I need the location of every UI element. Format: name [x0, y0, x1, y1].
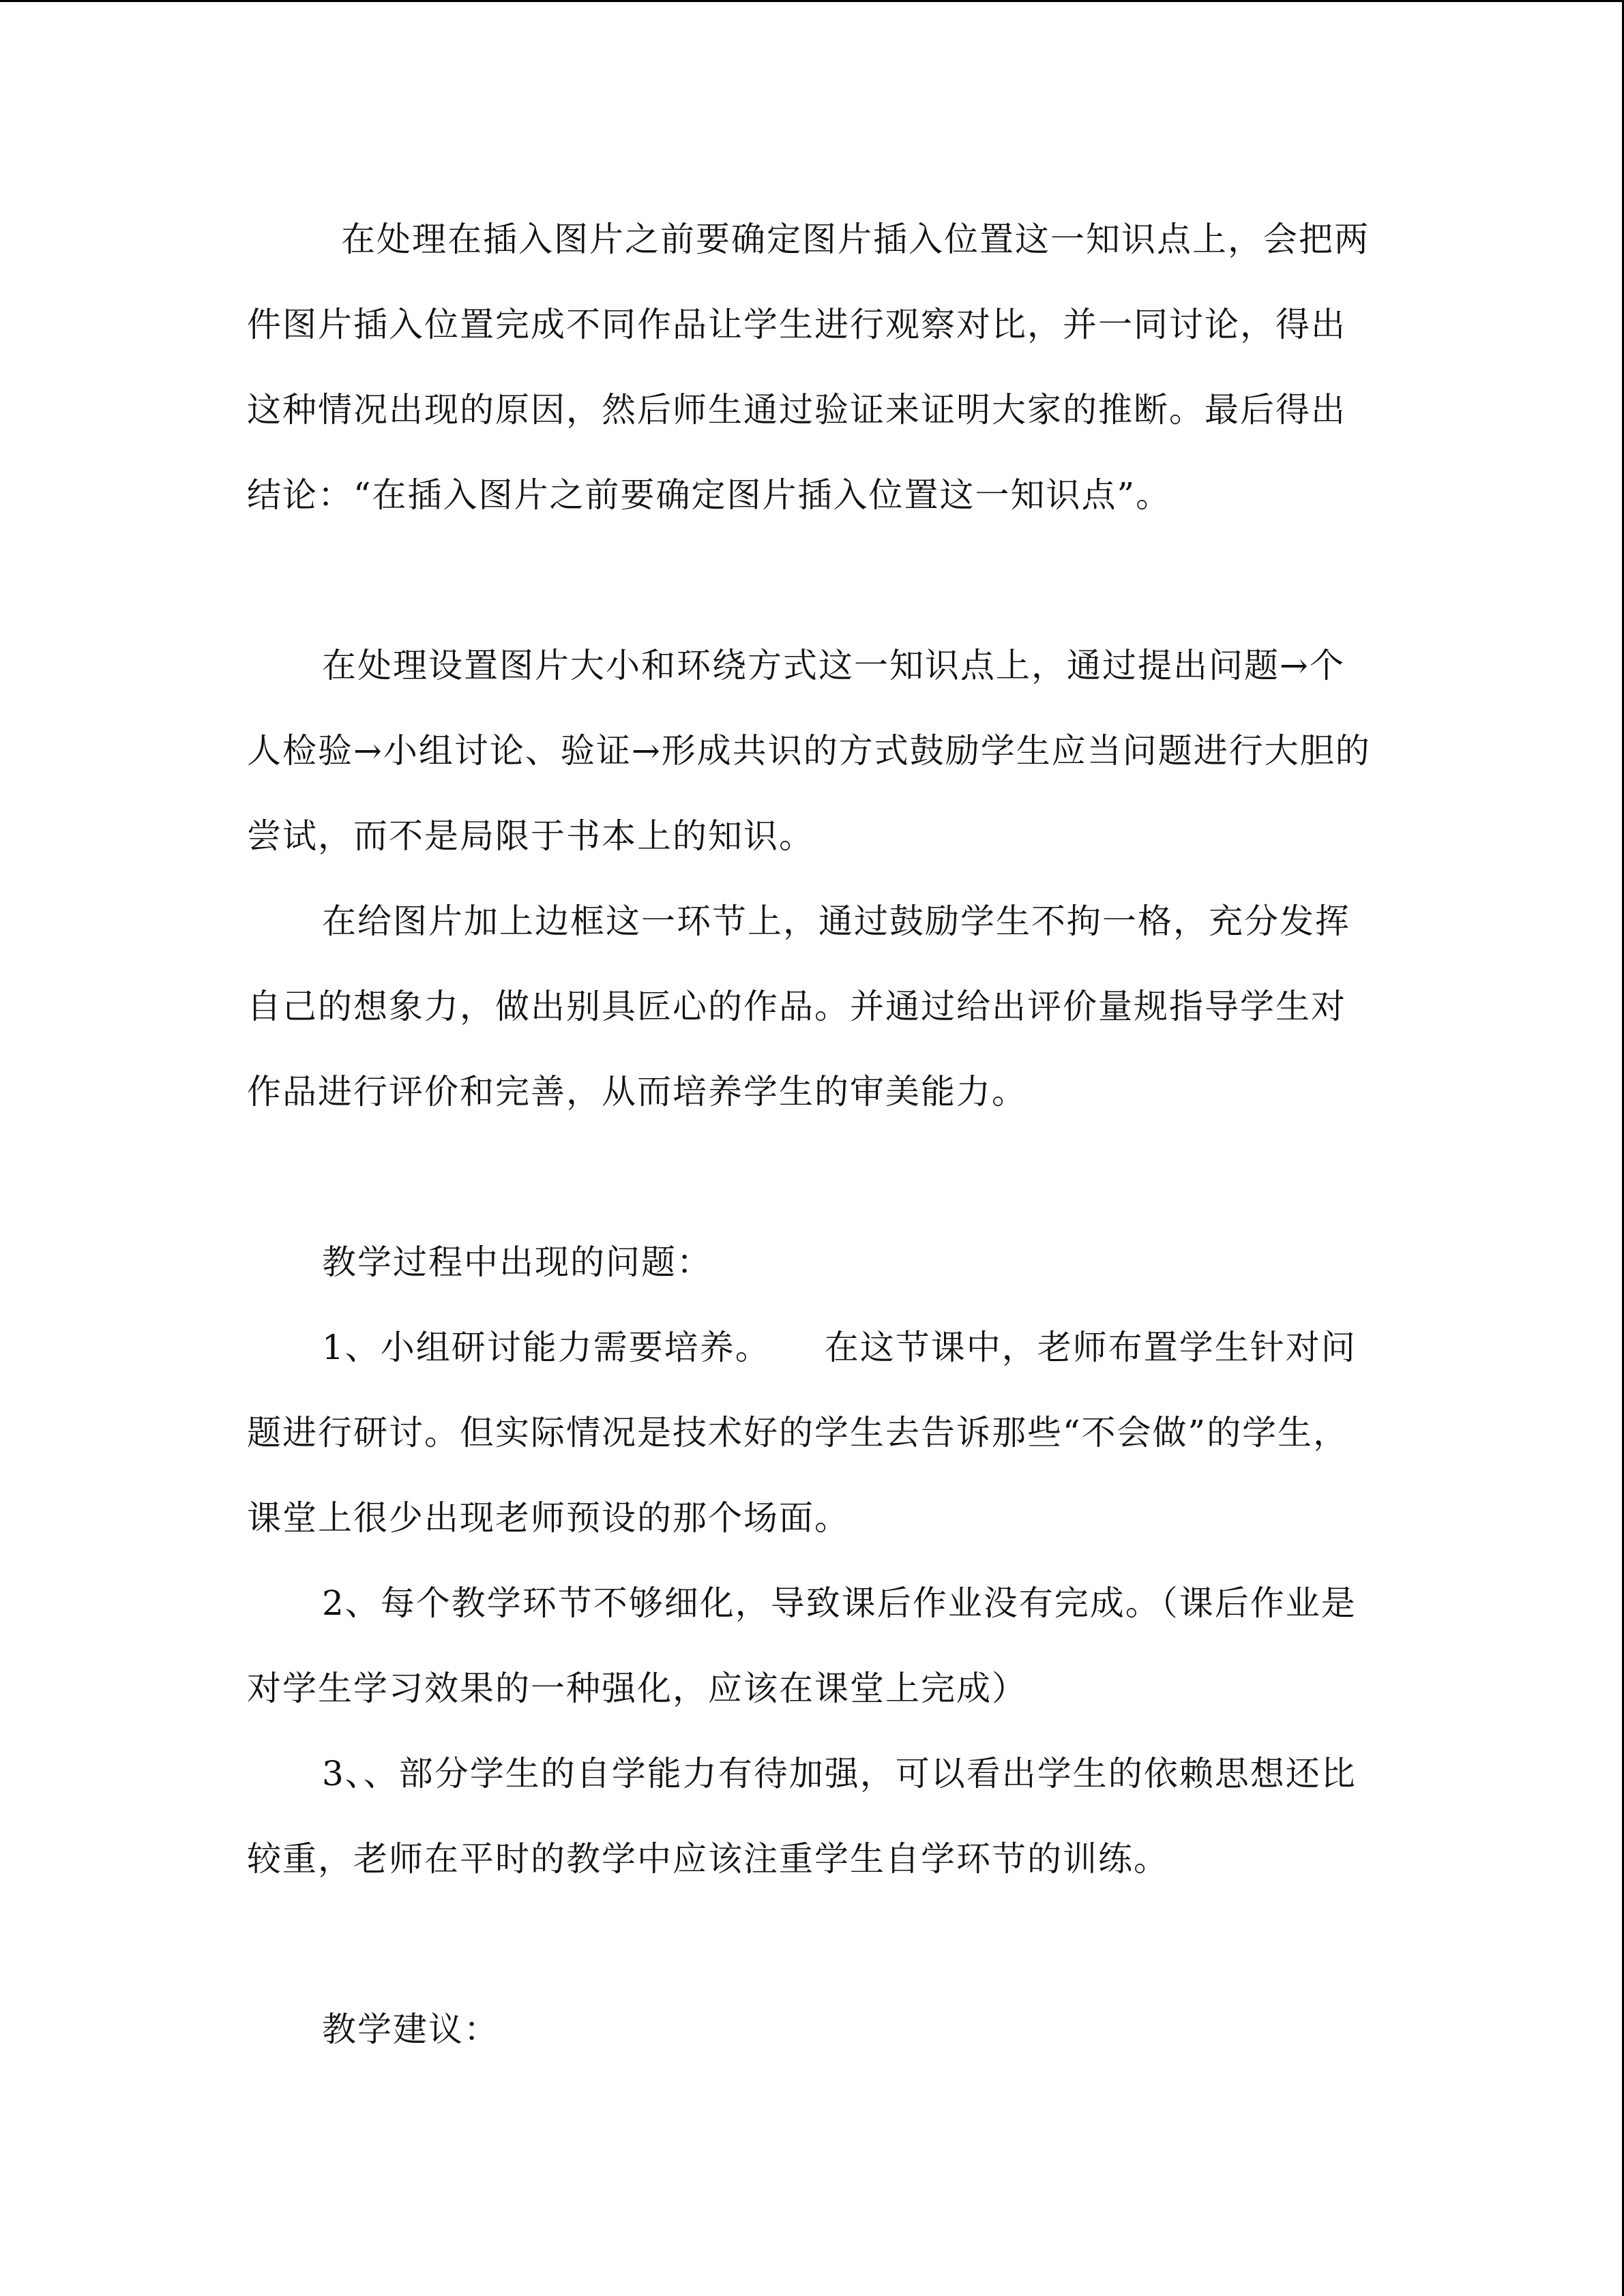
heading-teaching-suggestions: 教学建议：: [322, 2010, 499, 2049]
page-border-top: [0, 0, 1624, 2]
problem-item-1: 1、小组研讨能力需要培养。 在这节课中，老师布置学生针对问题进行研讨。但实际情况是技术好的学生去告诉那些“不会做”的学生，课堂上很少出现老师预设的那个场面。: [247, 1328, 1357, 1538]
paragraph-image-border: 在给图片加上边框这一环节上，通过鼓励学生不拘一格，充分发挥自己的想象力，做出别具匠心的作品。并通过给出评价量规指导学生对作品进行评价和完善，从而培养学生的审美能力。: [247, 901, 1350, 1112]
paragraph-image-insert-position: 在处理在插入图片之前要确定图片插入位置这一知识点上，会把两件图片插入位置完成不同作品让学生进行观察对比，并一同讨论，得出这种情况出现的原因，然后师生通过验证来证明大家的推断。最后得出结论：“在插入图片之前要确定图片插入位置这一知识点”。: [247, 220, 1370, 515]
heading-teaching-problems: 教学过程中出现的问题：: [322, 1242, 712, 1282]
paragraph-image-size-wrap: 在处理设置图片大小和环绕方式这一知识点上，通过提出问题→个人检验→小组讨论、验证→形成共识的方式鼓励学生应当问题进行大胆的尝试，而不是局限于书本上的知识。: [247, 646, 1371, 856]
problem-item-2: 2、每个教学环节不够细化，导致课后作业没有完成。（课后作业是对学生学习效果的一种强化，应该在课堂上完成）: [247, 1583, 1357, 1708]
problem-item-3: 3、、部分学生的自学能力有待加强，可以看出学生的依赖思想还比较重，老师在平时的教学中应该注重学生自学环节的训练。: [247, 1754, 1357, 1879]
